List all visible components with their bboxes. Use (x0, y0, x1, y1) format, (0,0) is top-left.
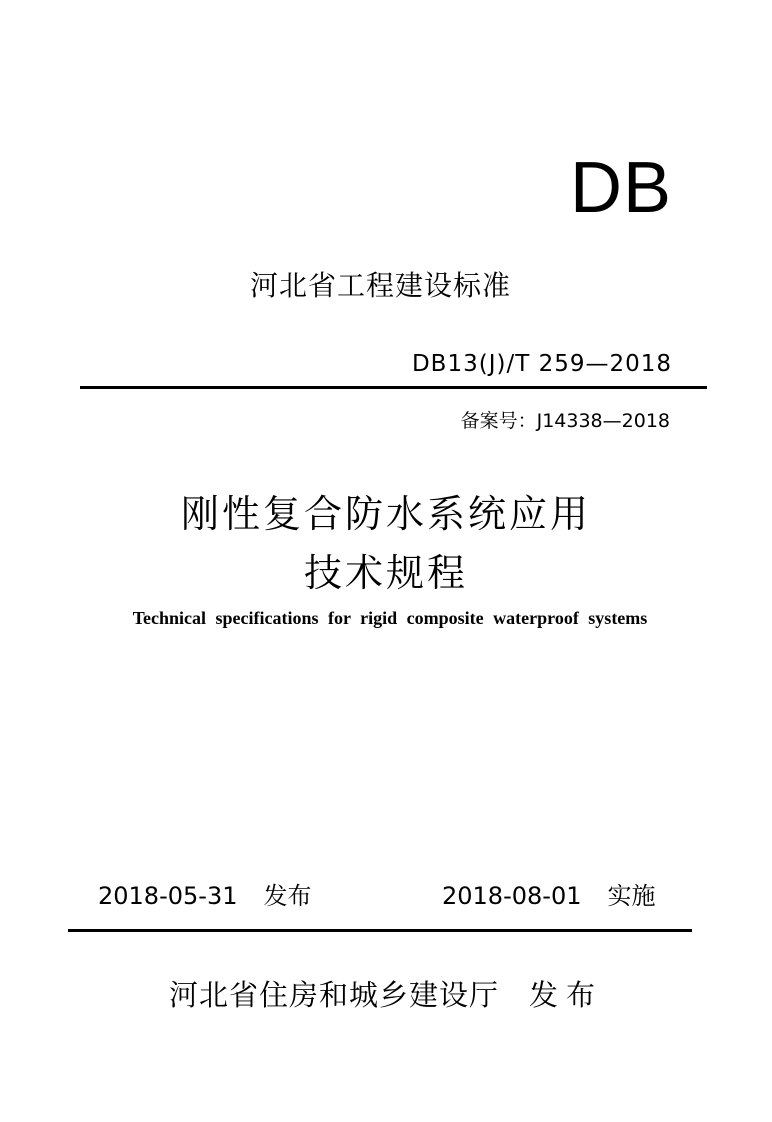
db-standard-mark: DB (569, 148, 672, 228)
publisher-name: 河北省住房和城乡建设厅 (168, 978, 499, 1012)
standard-category (0, 266, 772, 306)
issue-date: 2018-05-31 (98, 882, 238, 910)
bottom-divider (68, 929, 692, 932)
implement-date: 2018-08-01 (442, 882, 582, 910)
issue-date-block (98, 878, 311, 914)
top-divider (80, 386, 707, 389)
implement-label: 实施 (607, 882, 656, 910)
publisher-block (0, 975, 772, 1015)
implement-date-block (442, 878, 655, 914)
title-english: Technical specifications for rigid composite waterproof systems (132, 608, 648, 628)
publish-action: 发布 (529, 978, 604, 1012)
title-zh-line1: 刚性复合防水系统应用 (180, 492, 591, 536)
title-zh-line2: 技术规程 (303, 551, 468, 595)
issue-label: 发布 (263, 882, 312, 910)
standard-number: DB13(J)/T 259—2018 (411, 351, 672, 377)
standard-category-text: 河北省工程建设标准 (249, 269, 511, 302)
filing-number: 备案号：J14338—2018 (460, 410, 670, 432)
